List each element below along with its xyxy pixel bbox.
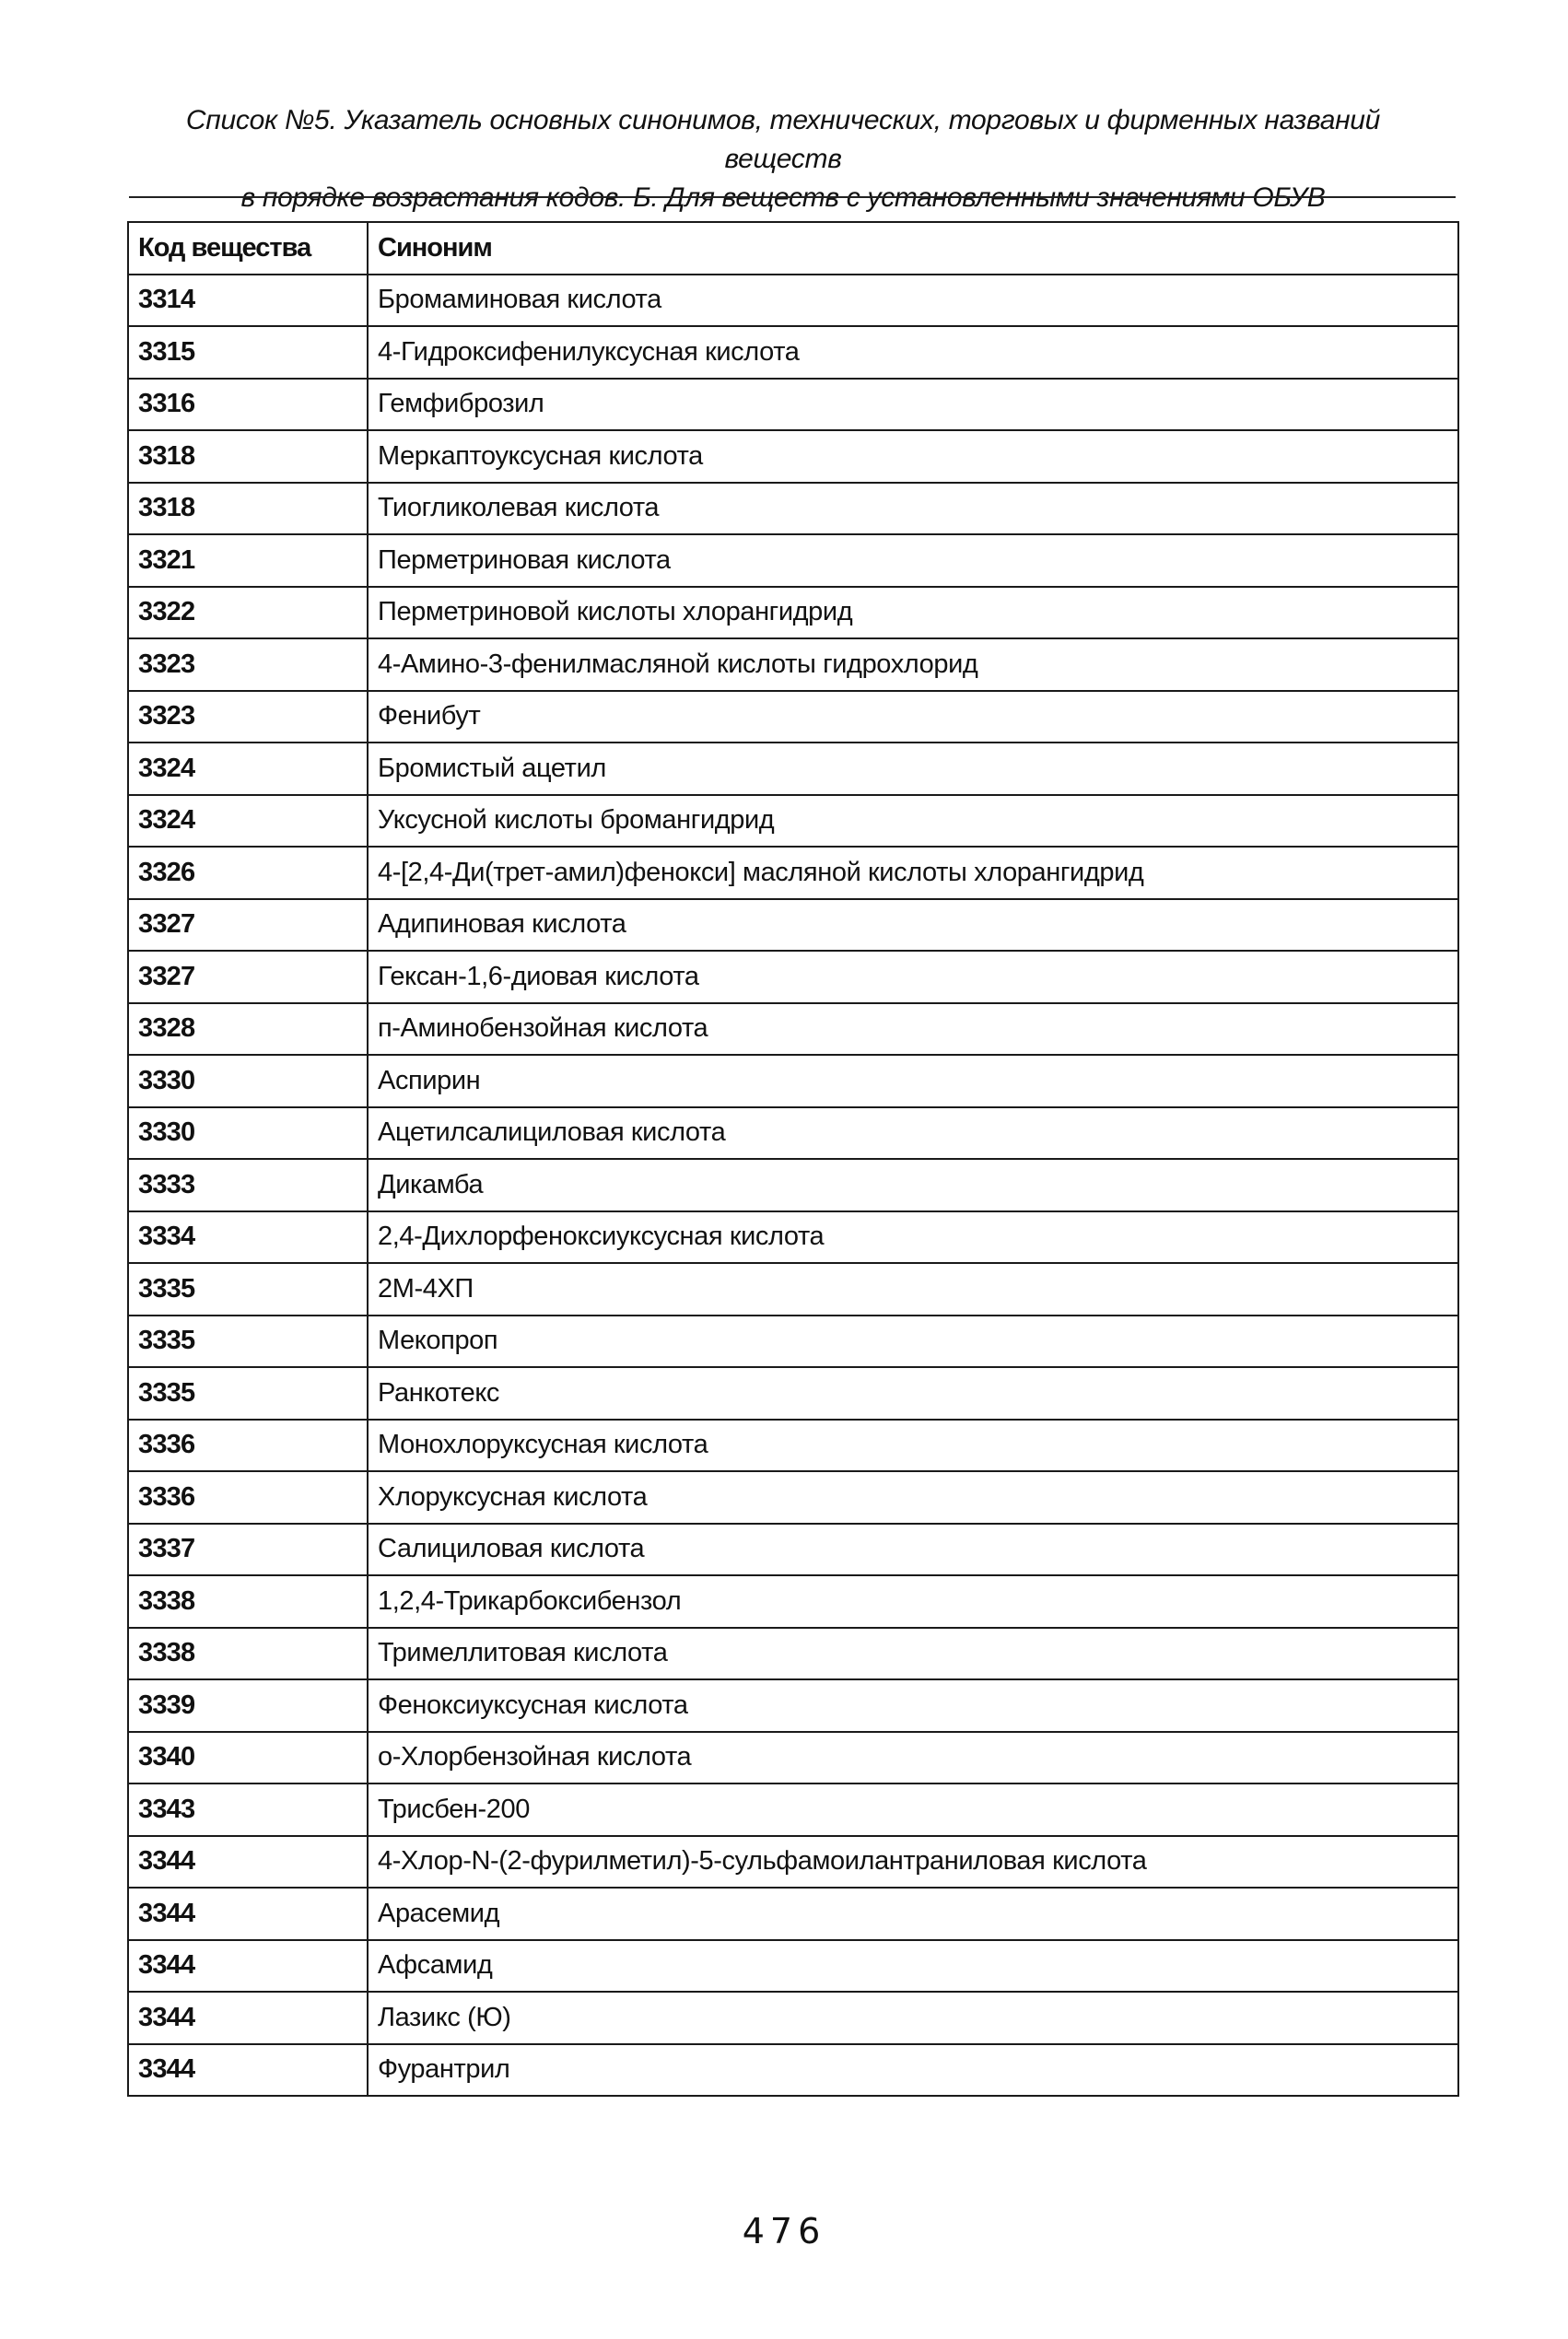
synonym-cell: Перметриновой кислоты хлорангидрид [368,587,1458,639]
substance-code-cell: 3337 [128,1524,368,1576]
table-row [128,638,1458,691]
table-row [128,1940,1458,1993]
substance-code-cell: 3327 [128,899,368,952]
synonym-cell: Ацетилсалициловая кислота [368,1107,1458,1160]
table-row [128,275,1458,327]
header-line-2: в порядке возрастания кодов. Б. Для веществ с установленными значениями ОБУВ [240,182,1326,213]
synonym-cell: Салициловая кислота [368,1524,1458,1576]
table-row [128,1732,1458,1784]
substance-code-cell: 3333 [128,1159,368,1211]
page-header [129,101,1437,217]
table-row [128,847,1458,899]
table-row [128,1783,1458,1836]
table-row [128,1107,1458,1160]
synonym-cell: Гемфиброзил [368,379,1458,431]
substance-code-cell: 3323 [128,638,368,691]
table-row [128,430,1458,483]
table-body [128,275,1458,2097]
substance-code-cell: 3344 [128,1992,368,2044]
synonym-cell: Арасемид [368,1888,1458,1940]
synonym-cell: 2М-4ХП [368,1263,1458,1316]
substance-code-cell: 3343 [128,1783,368,1836]
table-row [128,534,1458,587]
table-row [128,1263,1458,1316]
substance-code-cell: 3335 [128,1316,368,1368]
table-row [128,1420,1458,1472]
synonym-cell: 4-Хлор-N-(2-фурилметил)-5-сульфамоилантраниловая кислота [368,1836,1458,1889]
table-row [128,951,1458,1003]
table-row [128,1575,1458,1628]
synonym-cell: 4-[2,4-Ди(трет-амил)фенокси] масляной кислоты хлорангидрид [368,847,1458,899]
substance-code-cell: 3315 [128,326,368,379]
table-row [128,1628,1458,1680]
synonym-cell: Меркаптоуксусная кислота [368,430,1458,483]
synonym-cell: Феноксиуксусная кислота [368,1679,1458,1732]
table-row [128,743,1458,795]
table-row [128,1316,1458,1368]
table-row [128,691,1458,743]
synonym-cell: Лазикс (Ю) [368,1992,1458,2044]
substance-code-cell: 3339 [128,1679,368,1732]
synonym-cell: Мекопроп [368,1316,1458,1368]
table-row [128,899,1458,952]
synonym-cell: 4-Амино-3-фенилмасляной кислоты гидрохлорид [368,638,1458,691]
synonym-cell: Дикамба [368,1159,1458,1211]
table-row [128,379,1458,431]
synonym-cell: Адипиновая кислота [368,899,1458,952]
substance-code-cell: 3340 [128,1732,368,1784]
substance-code-cell: 3338 [128,1628,368,1680]
table-row [128,1211,1458,1264]
substance-code-cell: 3324 [128,795,368,848]
substance-code-cell: 3328 [128,1003,368,1056]
synonyms-table [127,221,1459,2097]
table-row [128,483,1458,535]
substance-code-cell: 3316 [128,379,368,431]
table-header-row [128,222,1458,275]
synonym-cell: п-Аминобензойная кислота [368,1003,1458,1056]
synonym-cell: Ранкотекс [368,1367,1458,1420]
page-number: 476 [742,2211,826,2251]
synonym-cell: Афсамид [368,1940,1458,1993]
table-row [128,1888,1458,1940]
synonym-cell: Трисбен-200 [368,1783,1458,1836]
synonym-cell: 4-Гидроксифенилуксусная кислота [368,326,1458,379]
substance-code-cell: 3324 [128,743,368,795]
synonym-cell: Уксусной кислоты бромангидрид [368,795,1458,848]
substance-code-cell: 3344 [128,2044,368,2097]
substance-code-cell: 3323 [128,691,368,743]
substance-code-cell: 3334 [128,1211,368,1264]
synonym-cell: Перметриновая кислота [368,534,1458,587]
table-row [128,326,1458,379]
substance-code-cell: 3318 [128,483,368,535]
synonym-cell: Тиогликолевая кислота [368,483,1458,535]
substance-code-cell: 3344 [128,1888,368,1940]
table-row [128,1679,1458,1732]
synonym-cell: Гексан-1,6-диовая кислота [368,951,1458,1003]
column-header-synonym: Синоним [368,222,1458,275]
substance-code-cell: 3335 [128,1263,368,1316]
table-row [128,1003,1458,1056]
substance-code-cell: 3335 [128,1367,368,1420]
substance-code-cell: 3338 [128,1575,368,1628]
substance-code-cell: 3344 [128,1940,368,1993]
header-divider [129,196,1456,198]
synonym-cell: 1,2,4-Трикарбоксибензол [368,1575,1458,1628]
synonym-cell: Бромистый ацетил [368,743,1458,795]
column-header-code: Код вещества [128,222,368,275]
synonym-cell: Хлоруксусная кислота [368,1471,1458,1524]
table-row [128,1836,1458,1889]
synonym-cell: Бромаминовая кислота [368,275,1458,327]
table-row [128,795,1458,848]
substance-code-cell: 3326 [128,847,368,899]
table-row [128,2044,1458,2097]
substance-code-cell: 3327 [128,951,368,1003]
table-row [128,1992,1458,2044]
synonym-cell: Тримеллитовая кислота [368,1628,1458,1680]
synonym-cell: 2,4-Дихлорфеноксиуксусная кислота [368,1211,1458,1264]
table-row [128,1055,1458,1107]
synonym-cell: Фенибут [368,691,1458,743]
synonym-cell: Фурантрил [368,2044,1458,2097]
substance-code-cell: 3336 [128,1471,368,1524]
table-row [128,587,1458,639]
substance-code-cell: 3322 [128,587,368,639]
substance-code-cell: 3336 [128,1420,368,1472]
table-row [128,1367,1458,1420]
substance-code-cell: 3330 [128,1107,368,1160]
substance-code-cell: 3344 [128,1836,368,1889]
substance-code-cell: 3330 [128,1055,368,1107]
substance-code-cell: 3318 [128,430,368,483]
table-row [128,1524,1458,1576]
synonym-cell: Аспирин [368,1055,1458,1107]
table-row [128,1159,1458,1211]
synonym-cell: о-Хлорбензойная кислота [368,1732,1458,1784]
synonym-cell: Монохлоруксусная кислота [368,1420,1458,1472]
substance-code-cell: 3314 [128,275,368,327]
table-row [128,1471,1458,1524]
substance-code-cell: 3321 [128,534,368,587]
header-line-1: Список №5. Указатель основных синонимов, технических, торговых и фирменных названий веществ [185,105,1381,174]
